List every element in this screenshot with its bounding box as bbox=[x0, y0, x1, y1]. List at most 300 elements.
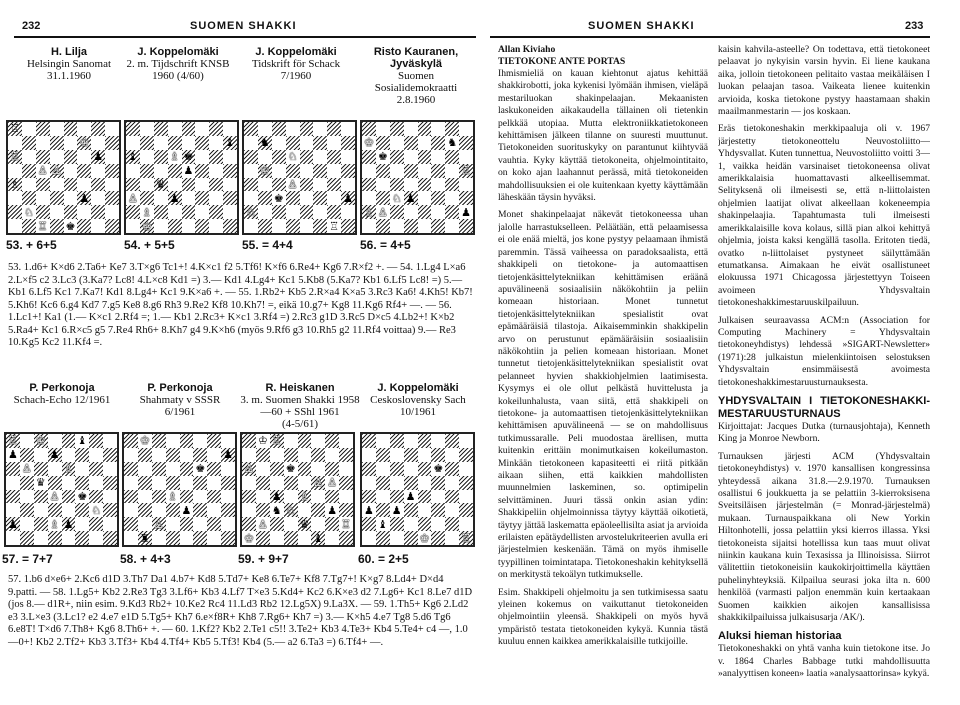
board-square bbox=[376, 191, 390, 205]
board-square bbox=[313, 150, 327, 164]
board-square bbox=[105, 205, 119, 219]
board-square bbox=[182, 178, 196, 192]
board-square bbox=[48, 476, 62, 490]
board-square bbox=[459, 434, 473, 448]
board-square bbox=[103, 462, 117, 476]
black-piece-icon: ♝ bbox=[313, 531, 324, 545]
black-piece-icon: ♟ bbox=[181, 503, 192, 517]
board-square bbox=[459, 122, 473, 136]
white-piece-icon: ♖ bbox=[461, 531, 471, 545]
board-square bbox=[50, 164, 64, 178]
board-square bbox=[445, 434, 459, 448]
board-square bbox=[376, 448, 390, 462]
board-square bbox=[362, 178, 376, 192]
date: 7/1960 bbox=[280, 70, 312, 82]
board-square bbox=[221, 503, 235, 517]
board-square bbox=[311, 490, 325, 504]
solutions-53-56: 53. 1.d6+ K×d6 2.Ta6+ Ke7 3.T×g6 Tc1+! 4.K×c1 f2 5.Tf6! K×f6 6.Re4+ Kg6 7.R×f2 +. — 54. 1.Lg4 L×a6 2.L×f5 c2 3.Lc3 (3.Ka7? Lc8! 4.L×c8 Kd1 =) 3.— Kd1 4.Lg4+ Kc1 5.Kb8 (5.Ka7? Kb1 6.Lf5 Lc8! =) 5.— Kb1 6.Lf5 Kc1 7.Ka7! Kd1 8.Lg4+ Kc1 9.K×a6 +. — 55. 1.Rb2+ Kb5 2.R×a4 K×a5 3.Rc3 Ka6! 4.Kh5! Kb7! 5.Kh6! Kc6 6.g4 Kd7 7.g5 Ke8 8.g6 Rh3 9.Re2 Kf8 10.Kh7! =, eikä 10.g7+ Kg8 11.Kg6 Rf4+ —. — 56. 1.Lc1+! Ka1 (1.— K×c1 2.Rf4 =; 1.— Kb1 2.Rc3+ K×c1 3.Rf4 =) 2.Rc3 g1D 3.Rc5 D×c5 4.Lb2+! K×b2 5.Ra4+ Kc1 6.R×c5 g5 7.Re4 Rh6+ 8.Kh7 g4 9.K×h6 (myös 9.Rf6 g3 10.Rh5 g2 11.Rf4 voittaa) 9.— Re3 10.Kg5 Kc2 11.Kf4 =. bbox=[8, 262, 473, 348]
board-square bbox=[20, 531, 34, 545]
board-square bbox=[418, 448, 432, 462]
black-piece-icon: ♞ bbox=[271, 503, 282, 517]
board-square bbox=[256, 434, 270, 448]
board-square bbox=[20, 517, 34, 531]
board-square bbox=[34, 531, 48, 545]
board-square bbox=[431, 434, 445, 448]
black-piece-icon: ♟ bbox=[49, 448, 60, 462]
board-square bbox=[182, 150, 196, 164]
board-square bbox=[34, 434, 48, 448]
date: 2.8.1960 bbox=[396, 94, 436, 106]
board-square bbox=[20, 503, 34, 517]
board-square bbox=[140, 205, 154, 219]
white-piece-icon: ♗ bbox=[141, 205, 152, 219]
board-square bbox=[89, 517, 103, 531]
chess-diagram-57 bbox=[4, 432, 119, 547]
board-square bbox=[36, 178, 50, 192]
board-square bbox=[103, 531, 117, 545]
board-square bbox=[221, 448, 235, 462]
board-square bbox=[195, 164, 209, 178]
board-square bbox=[89, 462, 103, 476]
black-piece-icon: ♟ bbox=[63, 517, 74, 531]
board-square bbox=[256, 448, 270, 462]
board-square bbox=[138, 531, 152, 545]
board-square bbox=[390, 150, 404, 164]
black-piece-icon: ♞ bbox=[447, 136, 458, 150]
board-square bbox=[89, 476, 103, 490]
board-square bbox=[221, 476, 235, 490]
source: Suomen Sosialidemokraatti bbox=[374, 70, 458, 94]
board-square bbox=[445, 205, 459, 219]
board-square bbox=[207, 448, 221, 462]
black-piece-icon: ♟ bbox=[8, 517, 18, 531]
white-piece-icon: ♖ bbox=[8, 434, 18, 448]
board-square bbox=[341, 122, 355, 136]
board-square bbox=[445, 448, 459, 462]
black-piece-icon: ♚ bbox=[65, 219, 76, 233]
board-square bbox=[459, 178, 473, 192]
board-square bbox=[75, 503, 89, 517]
board-square bbox=[166, 434, 180, 448]
board-square bbox=[404, 490, 418, 504]
board-square bbox=[22, 178, 36, 192]
board-square bbox=[62, 476, 76, 490]
board-square bbox=[300, 191, 314, 205]
board-square bbox=[140, 164, 154, 178]
board-square bbox=[298, 462, 312, 476]
board-square bbox=[242, 503, 256, 517]
chess-diagram-55 bbox=[242, 120, 357, 235]
board-square bbox=[6, 476, 20, 490]
board-square bbox=[166, 531, 180, 545]
board-square bbox=[418, 517, 432, 531]
article-paragraph: Monet shakinpelaajat näkevät tietokoneessa uhan jalolle harrastukselleen. Peläätään, että pelaamisessa ei ole enää mieltä, jos kone pystyy pelaamaan ihmistä paremmin. Tässä vaiheessa on paradoksaalista, että shakkipeli on tietokone- ja automaattisen tietojenkäsittelytekniikan kehittämisen eräänä apuvälineenä sosiaalisiin näkökohtiin ja peliin komeaan historiaan. Monet tunnetut tietojenkäsittelytekniikan spesialistit ovat epämääräisiä tilastoja. Aikaisemminkin shakkipelin arvo on perustunut epämääräisiin sosiaalisiin näkökohtiin ja pelien komeaan historiaan. Monet tunnetut tietojenkäsittelytekniikan spesialistit ovat pelanneet hyvien shakkiohjelmien laatimisesta. Kysymys ei ole ollut pelkästä huvittelusta ja kokeilunhalusta, vaan siitä, että shakkipeli on tietokone- ja automaattisen tietojenkäsittelytekniikan kehittämisen apuvälineenä — se on mahdollisuus tutkimussaralle. Peli muodostaa ärellisen, mutta kuitenkin erittäin monimutkaisen kokeilumaston. Minkään tietokoneen kapasiteetti ei riitä pitkään aikaan siihen, että kaikkien mahdollisten muunnelmien laskeminen, so. optimipelin selvittäminen. Juuri tässä onkin asian ydin: Shakkipeliin ohjelmoinnissa täytyy käyttää oikotietä, täytyy jättää laskematta epäoleellisilta asiat ja arvioida erilaisten epätäydellisten arvostelukriteerien avulla eri järjestelmien keskenään. Tämä on myös ihmiselle tyypillinen toimintatapa. Tietokoneshakin kehityksellä on merkitystä tekoälyn tutkimukselle. bbox=[498, 209, 708, 581]
board-square bbox=[390, 476, 404, 490]
right-header-rule bbox=[490, 36, 930, 38]
board-square bbox=[311, 462, 325, 476]
white-piece-icon: ♘ bbox=[285, 503, 296, 517]
board-square bbox=[325, 462, 339, 476]
board-square bbox=[284, 448, 298, 462]
board-square bbox=[390, 122, 404, 136]
source: Ceskoslovensky Sach bbox=[370, 394, 466, 406]
board-square bbox=[300, 136, 314, 150]
board-square bbox=[272, 136, 286, 150]
board-square bbox=[221, 462, 235, 476]
white-piece-icon: ♙ bbox=[21, 462, 32, 476]
board-square bbox=[207, 517, 221, 531]
white-piece-icon: ♙ bbox=[377, 205, 388, 219]
board-square bbox=[182, 122, 196, 136]
chess-diagram-56 bbox=[360, 120, 475, 235]
board-square bbox=[140, 122, 154, 136]
board-square bbox=[313, 205, 327, 219]
board-square bbox=[390, 517, 404, 531]
board-square bbox=[166, 517, 180, 531]
board-square bbox=[284, 531, 298, 545]
board-square bbox=[272, 122, 286, 136]
board-square bbox=[207, 490, 221, 504]
board-square bbox=[209, 164, 223, 178]
board-square bbox=[258, 178, 272, 192]
board-square bbox=[8, 191, 22, 205]
board-square bbox=[325, 448, 339, 462]
board-square bbox=[459, 219, 473, 233]
board-square bbox=[325, 531, 339, 545]
board-square bbox=[6, 462, 20, 476]
board-square bbox=[6, 448, 20, 462]
white-piece-icon: ♗ bbox=[49, 517, 60, 531]
white-piece-icon: ♔ bbox=[139, 434, 150, 448]
board-square bbox=[404, 191, 418, 205]
board-square bbox=[445, 219, 459, 233]
board-square bbox=[8, 150, 22, 164]
black-piece-icon: ♚ bbox=[273, 191, 284, 205]
article-paragraph: Eräs tietokoneshakin merkkipaaluja oli v. 1967 järjestetty tietokoneottelu Neuvostoliitto—Yhdysvallat. Kuten tunnettua, Neuvostoliitto voitti 3—1, vaikka heidän varsinaiset tietokoneensa olivat amerikkalaisia huomattavasti alkeellisemmat. Selityksenä oli ilmeisesti se, että n-liittolaisten ohjelmien laatijat olivat alkeellaan kokeneempia shakinpelaajia. Tapahtumasta tuli ilmeisesti amerikkalaisille kova kolaus, sillä pian alkoi kehittyä ohjelmia, joista kaksi kengällä tasolla. Eritoten tiedä, ovatko n-liittolaiset pystyneet säilyttämään etumatkansa. Aimakaan he eivät osallistuneet elokuussa 1971 Chicagossa järjestettyyn Toiseen avoimeen Yhdysvaltain tietokoneshakkimestaruuskilpailuun. bbox=[718, 123, 930, 309]
board-square bbox=[311, 476, 325, 490]
board-square bbox=[180, 448, 194, 462]
white-piece-icon: ♔ bbox=[419, 531, 430, 545]
board-square bbox=[50, 178, 64, 192]
board-square bbox=[418, 178, 432, 192]
board-square bbox=[298, 517, 312, 531]
board-square bbox=[376, 434, 390, 448]
board-square bbox=[256, 462, 270, 476]
problem-59-header bbox=[240, 382, 360, 430]
left-header-rule bbox=[14, 36, 476, 38]
board-square bbox=[300, 205, 314, 219]
board-square bbox=[404, 136, 418, 150]
board-square bbox=[341, 164, 355, 178]
board-square bbox=[152, 462, 166, 476]
board-square bbox=[105, 150, 119, 164]
board-square bbox=[270, 503, 284, 517]
board-square bbox=[209, 150, 223, 164]
composer: J. Koppelomäki bbox=[137, 46, 219, 58]
black-piece-icon: ♚ bbox=[77, 489, 88, 503]
board-square bbox=[64, 178, 78, 192]
board-square bbox=[390, 503, 404, 517]
board-square bbox=[256, 503, 270, 517]
board-square bbox=[91, 191, 105, 205]
board-square bbox=[64, 205, 78, 219]
board-square bbox=[270, 531, 284, 545]
board-square bbox=[166, 503, 180, 517]
board-square bbox=[418, 150, 432, 164]
chess-diagram-59 bbox=[240, 432, 355, 547]
board-square bbox=[300, 164, 314, 178]
board-square bbox=[418, 122, 432, 136]
board-square bbox=[20, 462, 34, 476]
board-square bbox=[298, 531, 312, 545]
board-square bbox=[256, 517, 270, 531]
board-square bbox=[256, 531, 270, 545]
board-square bbox=[75, 490, 89, 504]
board-square bbox=[180, 517, 194, 531]
board-square bbox=[91, 178, 105, 192]
composer: P. Perkonoja bbox=[147, 382, 213, 394]
solutions-57-60: 57. 1.b6 d×e6+ 2.Kc6 d1D 3.Th7 Da1 4.b7+ Kd8 5.Td7+ Ke8 6.Te7+ Kf8 7.Tg7+! K×g7 8.Ld4+ D×d4 9.patti. — 58. 1.Lg5+ Kb2 2.Re3 Tg3 3.Lf6+ Kb3 4.Lf7 T×e3 5.Kd4+ Kc2 6.K×e3 d2 7.Lg6+ Kc1 8.Le7 d1D (jos 8.— d1R+, niin esim. 9.Kd3 Rb2+ 10.Ke2 Rc4 11.Ld3 Rb2 12.Lg5X) 9.La3X. — 59. 1.Th5+ Kg6 2.Ld2 e3 3.L×e3 (3.Lc1? e2 4.e7 e1D 5.Tg5+ Kh7 6.e×f8R+ Kh8 7.Rg6+ Kh7 =) 3.— K×h5 4.e7 Tg8 5.d6 Tg6 6.e8T! T×d6 7.Th8+ Kg6 8.Th6+ +. — 60. 1.Kf2? Kb2 2.Te1 c5!! 3.Te2+ Kb3 4.Te3+ Kb4 5.Te4+ c4 —, 1.0—0+! Kb2 2.Tf2+ Kb3 3.Tf3+ Kb4 4.Tf4+ Kb5 5.Tf3! Kb4 (5.— a2 6.Ta3 =) 6.Tf4+ —. bbox=[8, 574, 473, 648]
board-square bbox=[223, 219, 237, 233]
board-square bbox=[166, 462, 180, 476]
source: Schach-Echo bbox=[13, 394, 72, 406]
board-square bbox=[209, 136, 223, 150]
board-square bbox=[124, 434, 138, 448]
board-square bbox=[270, 462, 284, 476]
board-square bbox=[182, 136, 196, 150]
board-square bbox=[124, 462, 138, 476]
board-square bbox=[284, 476, 298, 490]
board-square bbox=[180, 531, 194, 545]
board-square bbox=[105, 136, 119, 150]
board-square bbox=[152, 531, 166, 545]
white-piece-icon: ♗ bbox=[169, 150, 180, 164]
board-square bbox=[376, 136, 390, 150]
board-square bbox=[376, 178, 390, 192]
problem-53-header bbox=[14, 46, 124, 82]
board-square bbox=[390, 136, 404, 150]
board-square bbox=[286, 122, 300, 136]
board-square bbox=[341, 136, 355, 150]
board-square bbox=[445, 490, 459, 504]
board-square bbox=[431, 517, 445, 531]
board-square bbox=[50, 205, 64, 219]
white-piece-icon: ♗ bbox=[299, 489, 310, 503]
board-square bbox=[126, 150, 140, 164]
white-piece-icon: ♙ bbox=[244, 462, 254, 476]
board-square bbox=[50, 191, 64, 205]
board-square bbox=[103, 517, 117, 531]
board-square bbox=[77, 205, 91, 219]
composer: R. Heiskanen bbox=[265, 382, 335, 394]
composer: Risto Kauranen, Jyväskylä bbox=[373, 46, 459, 70]
board-square bbox=[105, 122, 119, 136]
board-square bbox=[341, 150, 355, 164]
board-square bbox=[339, 434, 353, 448]
board-square bbox=[22, 150, 36, 164]
board-square bbox=[376, 517, 390, 531]
board-square bbox=[34, 476, 48, 490]
board-square bbox=[182, 205, 196, 219]
problem-54-header bbox=[118, 46, 238, 82]
left-page-number: 232 bbox=[22, 20, 41, 32]
board-square bbox=[298, 476, 312, 490]
black-piece-icon: ♟ bbox=[391, 503, 402, 517]
white-piece-icon: ♘ bbox=[391, 191, 402, 205]
board-square bbox=[327, 164, 341, 178]
board-square bbox=[376, 122, 390, 136]
board-square bbox=[404, 476, 418, 490]
board-square bbox=[242, 490, 256, 504]
problem-57-caption: 57. = 7+7 bbox=[2, 552, 53, 566]
board-square bbox=[36, 122, 50, 136]
board-square bbox=[258, 164, 272, 178]
board-square bbox=[390, 434, 404, 448]
board-square bbox=[138, 434, 152, 448]
board-square bbox=[62, 462, 76, 476]
board-square bbox=[339, 517, 353, 531]
board-square bbox=[362, 191, 376, 205]
board-square bbox=[180, 503, 194, 517]
article-author: Allan Kiviaho bbox=[498, 44, 556, 55]
board-square bbox=[300, 219, 314, 233]
board-square bbox=[138, 462, 152, 476]
board-square bbox=[244, 150, 258, 164]
board-square bbox=[8, 219, 22, 233]
board-square bbox=[126, 191, 140, 205]
problem-55-caption: 55. = 4+4 bbox=[242, 238, 293, 252]
article-column-1 bbox=[498, 44, 708, 699]
board-square bbox=[64, 191, 78, 205]
board-square bbox=[180, 476, 194, 490]
white-piece-icon: ♙ bbox=[128, 191, 138, 205]
board-square bbox=[166, 448, 180, 462]
board-square bbox=[311, 448, 325, 462]
board-square bbox=[418, 503, 432, 517]
board-square bbox=[154, 136, 168, 150]
board-square bbox=[207, 434, 221, 448]
board-square bbox=[362, 434, 376, 448]
date: 1960 (4/60) bbox=[152, 70, 204, 82]
board-square bbox=[34, 490, 48, 504]
source: 3. m. Suomen Shakki 1958—60 + SShl 1961 bbox=[240, 394, 360, 418]
board-square bbox=[258, 150, 272, 164]
board-square bbox=[376, 490, 390, 504]
board-square bbox=[22, 219, 36, 233]
board-square bbox=[362, 531, 376, 545]
board-square bbox=[140, 136, 154, 150]
board-square bbox=[327, 136, 341, 150]
board-square bbox=[431, 490, 445, 504]
board-square bbox=[152, 503, 166, 517]
board-square bbox=[64, 164, 78, 178]
board-square bbox=[48, 434, 62, 448]
board-square bbox=[445, 122, 459, 136]
board-square bbox=[459, 448, 473, 462]
board-square bbox=[91, 205, 105, 219]
board-square bbox=[34, 503, 48, 517]
board-square bbox=[36, 136, 50, 150]
board-square bbox=[62, 448, 76, 462]
board-square bbox=[376, 503, 390, 517]
chess-diagram-60 bbox=[360, 432, 475, 547]
board-square bbox=[36, 219, 50, 233]
board-square bbox=[124, 476, 138, 490]
board-square bbox=[404, 178, 418, 192]
article-title: TIETOKONE ANTE PORTAS bbox=[498, 56, 626, 67]
board-square bbox=[459, 476, 473, 490]
board-square bbox=[20, 448, 34, 462]
board-square bbox=[223, 178, 237, 192]
board-square bbox=[75, 462, 89, 476]
date: 10/1961 bbox=[399, 406, 437, 418]
board-square bbox=[431, 150, 445, 164]
board-square bbox=[140, 219, 154, 233]
board-square bbox=[311, 517, 325, 531]
board-square bbox=[258, 219, 272, 233]
board-square bbox=[124, 517, 138, 531]
board-square bbox=[6, 490, 20, 504]
board-square bbox=[311, 531, 325, 545]
board-square bbox=[154, 205, 168, 219]
board-square bbox=[284, 503, 298, 517]
board-square bbox=[62, 503, 76, 517]
board-square bbox=[300, 150, 314, 164]
board-square bbox=[64, 122, 78, 136]
white-piece-icon: ♙ bbox=[49, 489, 60, 503]
board-square bbox=[242, 517, 256, 531]
board-square bbox=[166, 490, 180, 504]
white-piece-icon: ♖ bbox=[271, 434, 282, 448]
board-square bbox=[193, 531, 207, 545]
white-piece-icon: ♙ bbox=[37, 164, 48, 178]
section-heading: Aluksi hieman historiaa bbox=[718, 630, 842, 643]
board-square bbox=[418, 136, 432, 150]
section-heading: YHDYSVALTAIN I TIETOKONESHAKKI-MESTARUUSTURNAUS bbox=[718, 394, 930, 420]
black-piece-icon: ♛ bbox=[299, 517, 310, 531]
board-square bbox=[431, 205, 445, 219]
board-square bbox=[376, 219, 390, 233]
problem-60-caption: 60. = 2+5 bbox=[358, 552, 409, 566]
board-square bbox=[152, 448, 166, 462]
board-square bbox=[103, 434, 117, 448]
board-square bbox=[242, 476, 256, 490]
board-square bbox=[140, 191, 154, 205]
board-square bbox=[168, 178, 182, 192]
board-square bbox=[341, 191, 355, 205]
board-square bbox=[404, 205, 418, 219]
composer: P. Perkonoja bbox=[29, 382, 95, 394]
board-square bbox=[140, 150, 154, 164]
board-square bbox=[404, 219, 418, 233]
board-square bbox=[284, 490, 298, 504]
board-square bbox=[270, 517, 284, 531]
board-square bbox=[445, 136, 459, 150]
board-square bbox=[270, 448, 284, 462]
board-square bbox=[126, 136, 140, 150]
board-square bbox=[272, 219, 286, 233]
board-square bbox=[325, 490, 339, 504]
board-square bbox=[325, 503, 339, 517]
board-square bbox=[77, 219, 91, 233]
article-paragraph: kaisin kahvila-asteelle? On todettava, että tietokoneet pelaavat jo nykyisin varsin hyvin. Ei liene kaukana aika, jolloin tietokoneen pelitaito vastaa meikäläisen I luokan pelaajan tasoa. Vaikeata lienee kuitenkin arvioida, koska tietokone pystyy haastamaan shakin maailmanmestarin — jos koskaan. bbox=[718, 44, 930, 118]
board-square bbox=[48, 517, 62, 531]
chess-diagram-54 bbox=[124, 120, 239, 235]
board-square bbox=[390, 164, 404, 178]
board-square bbox=[362, 136, 376, 150]
board-square bbox=[36, 150, 50, 164]
board-square bbox=[138, 490, 152, 504]
